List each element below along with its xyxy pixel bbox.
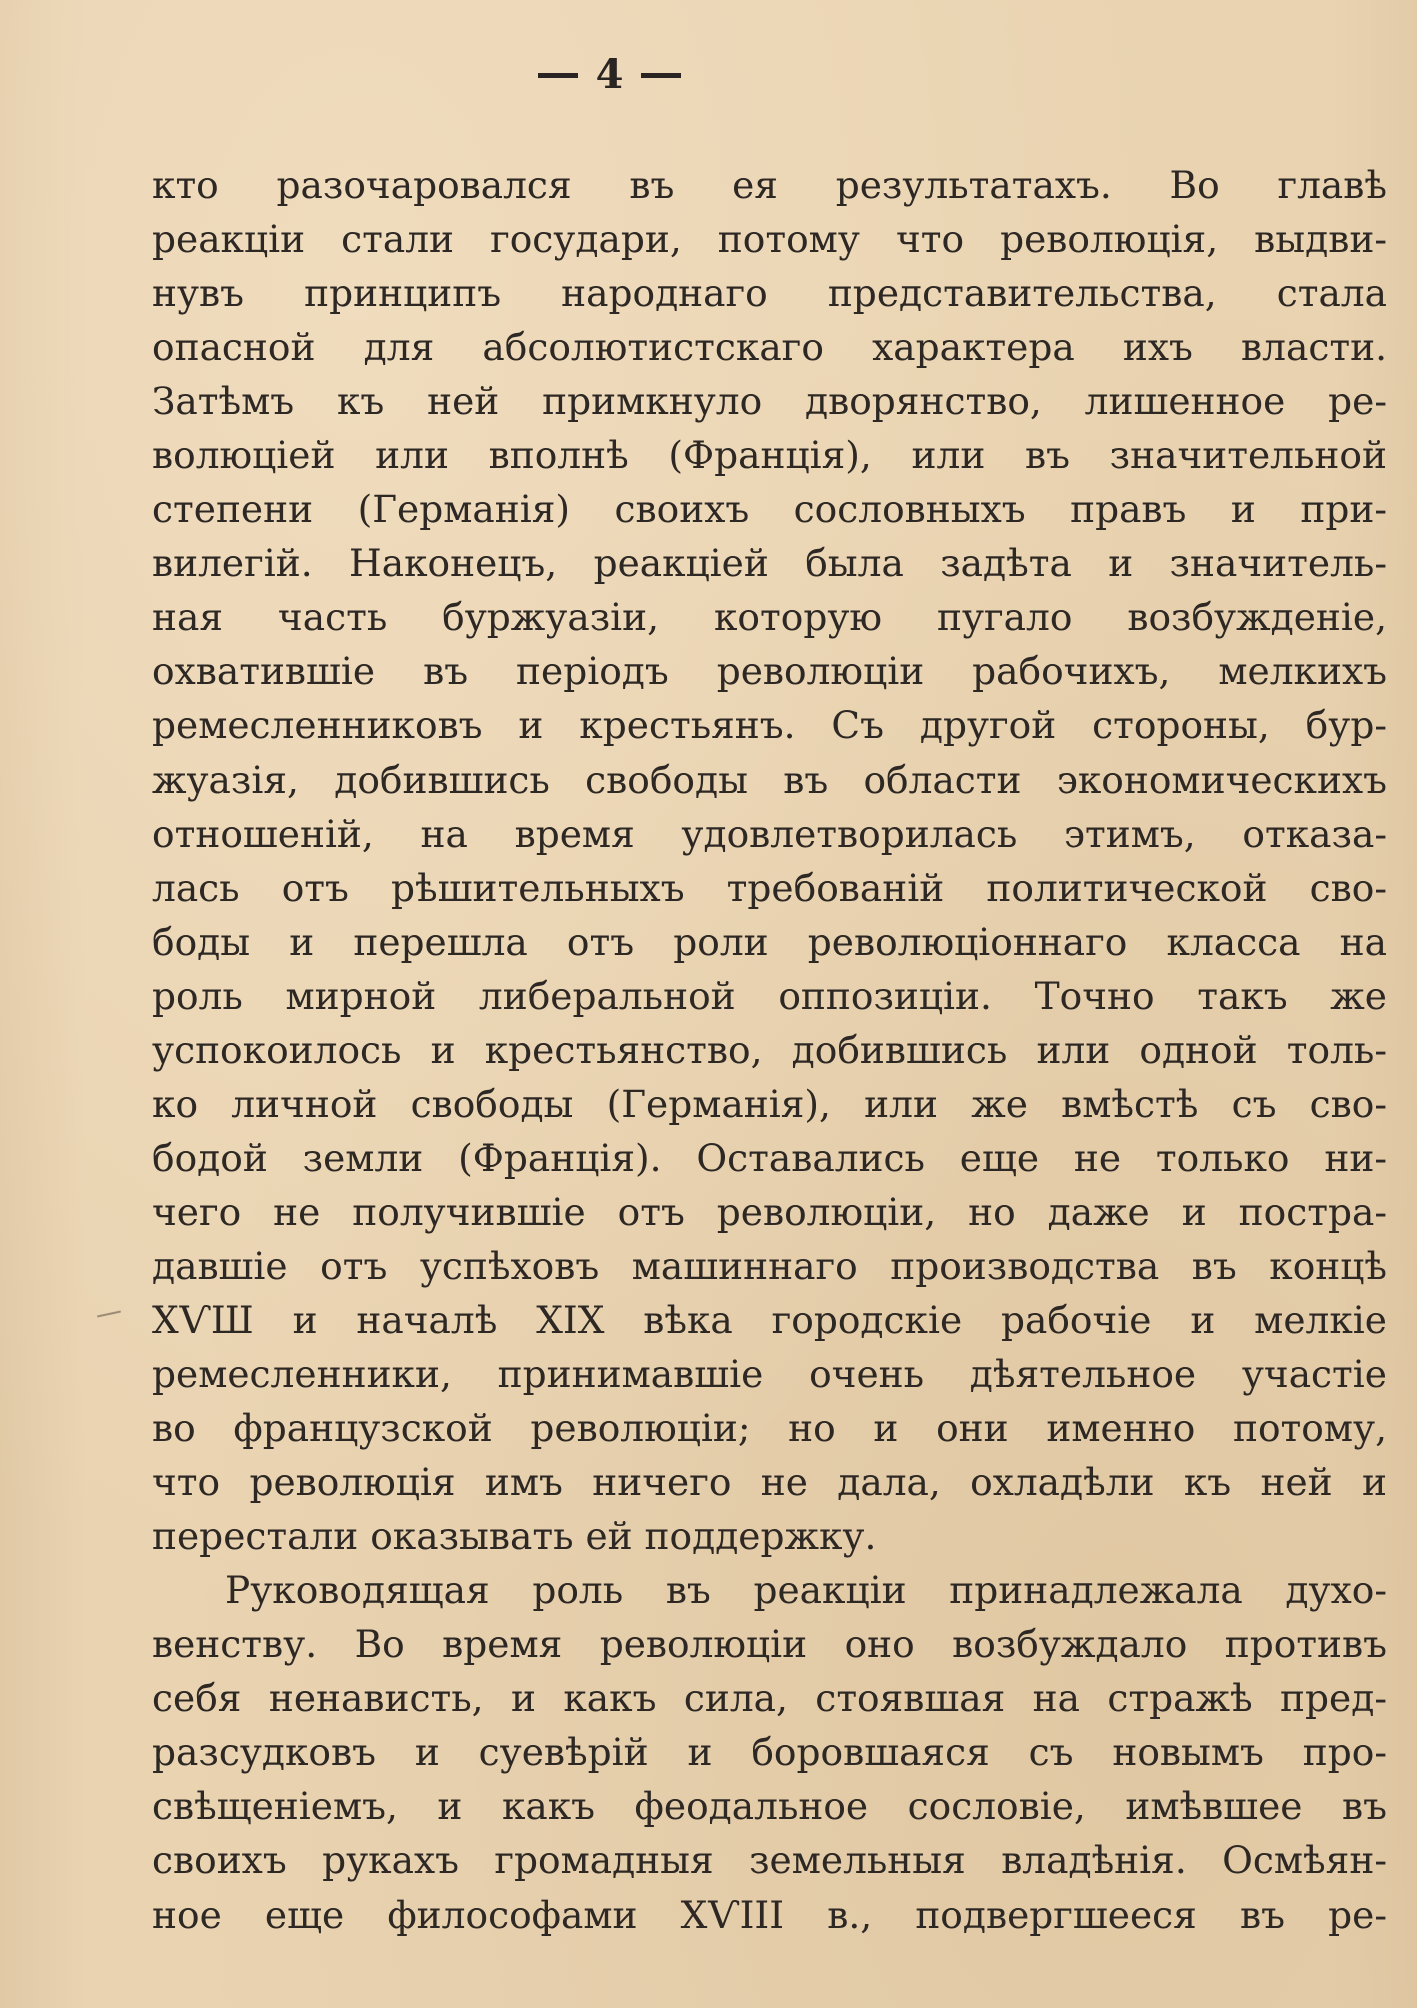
text-line: разсудковъ и суевѣрій и боровшаяся съ новымъ про- (152, 1730, 1387, 1775)
text-line: ное еще философами ХѴIII в., подвергшееся въ ре- (152, 1892, 1387, 1937)
book-page (152, 40, 1387, 1980)
paragraph-1 (152, 158, 1387, 1563)
page-number: 4 (520, 40, 700, 110)
text-line: степени (Германія) своихъ сословныхъ правъ и при- (152, 487, 1387, 532)
text-line: охватившіе въ періодъ революціи рабочихъ, мелкихъ (152, 649, 1387, 694)
text-line: Руководящая роль въ реакціи принадлежала духо- (225, 1568, 1387, 1613)
text-line: опасной для абсолютистскаго характера ихъ власти. (152, 325, 1387, 370)
text-line: лась отъ рѣшительныхъ требованій политической сво- (152, 865, 1387, 910)
text-line: свѣщеніемъ, и какъ феодальное сословіе, имѣвшее въ (152, 1784, 1387, 1829)
text-line: ХѴШ и началѣ XIX вѣка городскіе рабочіе и мелкіе (152, 1297, 1387, 1342)
text-line: перестали оказывать ей поддержку. (152, 1514, 877, 1559)
text-line: ная часть буржуазіи, которую пугало возбужденіе, (152, 595, 1387, 640)
text-line: бодой земли (Франція). Оставались еще не только ни- (152, 1135, 1387, 1180)
text-line: венству. Во время революціи оно возбуждало противъ (152, 1622, 1387, 1667)
text-line: боды и перешла отъ роли революціоннаго класса на (152, 919, 1387, 964)
text-line: жуазія, добившись свободы въ области экономическихъ (152, 757, 1387, 802)
text-line: реакціи стали государи, потому что революція, выдви- (152, 217, 1387, 262)
text-line: себя ненависть, и какъ сила, стоявшая на стражѣ пред- (152, 1676, 1387, 1721)
text-line: успокоилось и крестьянство, добившись или одной толь- (152, 1027, 1387, 1072)
text-line: ремесленники, принимавшіе очень дѣятельное участіе (152, 1352, 1387, 1397)
text-line: волюціей или вполнѣ (Франція), или въ значительной (152, 433, 1387, 478)
text-line: своихъ рукахъ громадныя земельныя владѣнія. Осмѣян- (152, 1838, 1387, 1883)
paragraph-2 (152, 1563, 1387, 1941)
text-line: во французской революціи; но и они именно потому, (152, 1406, 1387, 1451)
text-line: вилегій. Наконецъ, реакціей была задѣта и значитель- (152, 541, 1387, 586)
page-header (152, 40, 1387, 110)
text-line: кто разочаровался въ ея результатахъ. Во главѣ (152, 163, 1387, 207)
text-line: давшіе отъ успѣховъ машиннаго производства въ концѣ (152, 1243, 1387, 1288)
text-line: что революція имъ ничего не дала, охладѣли къ ней и (152, 1460, 1387, 1505)
body-text (152, 158, 1387, 1942)
text-line: ремесленниковъ и крестьянъ. Съ другой стороны, бур- (152, 703, 1387, 748)
text-line: ко личной свободы (Германія), или же вмѣстѣ съ сво- (152, 1081, 1387, 1126)
text-line: Затѣмъ къ ней примкнуло дворянство, лишенное ре- (152, 379, 1387, 424)
text-line: нувъ принципъ народнаго представительства, стала (152, 271, 1387, 316)
text-line: чего не получившіе отъ революціи, но даже и постра- (152, 1189, 1387, 1234)
text-line: роль мирной либеральной оппозиціи. Точно такъ же (152, 973, 1387, 1018)
text-line: отношеній, на время удовлетворилась этимъ, отказа- (152, 811, 1387, 856)
margin-mark (97, 1311, 121, 1318)
